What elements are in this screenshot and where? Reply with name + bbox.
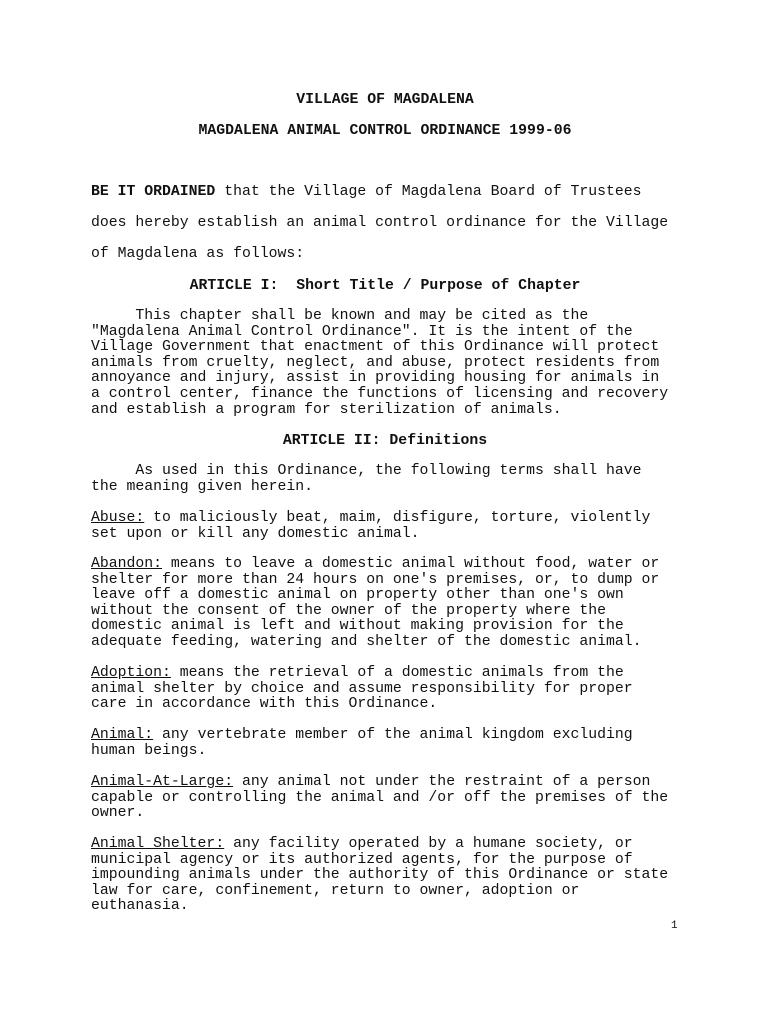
definition-text: leave off a domestic animal on property other than one's own [91, 587, 624, 604]
definition-text: any facility operated by a humane society, or [224, 836, 633, 852]
paragraph-line: and establish a program for sterilization of animals. [91, 401, 562, 418]
definition-term: Animal-At-Large: [91, 774, 234, 790]
article-1-body [91, 309, 668, 418]
definition-item [91, 557, 659, 651]
definition-item [91, 775, 668, 822]
definition-text: adequate feeding, watering and shelter of the domestic animal. [91, 633, 642, 650]
paragraph-line: a control center, finance the functions of licensing and recovery [91, 385, 669, 402]
paragraph-line: the meaning given herein. [91, 478, 313, 495]
definition-text: means to leave a domestic animal without food, water or [162, 556, 660, 572]
definition-text: domestic animal is left and without making provision for the [91, 618, 624, 635]
preamble-lead: BE IT ORDAINED [91, 184, 216, 200]
paragraph-line: Village Government that enactment of this Ordinance will protect [91, 339, 660, 356]
definition-term: Abandon: [91, 556, 163, 572]
definition-term: Animal: [91, 727, 154, 743]
definition-text: care in accordance with this Ordinance. [91, 696, 438, 713]
definition-text: impounding animals under the authority of this Ordinance or state [91, 867, 669, 884]
article-2-heading: ARTICLE II: Definitions [282, 433, 488, 449]
paragraph-line: This chapter shall be known and may be cited as the [91, 308, 589, 324]
definition-item [91, 511, 650, 542]
preamble-line: that the Village of Magdalena Board of Trustees [215, 184, 642, 200]
definition-text: to maliciously beat, maim, disfigure, torture, violently [144, 510, 651, 526]
document-subtitle: MAGDALENA ANIMAL CONTROL ORDINANCE 1999-06 [198, 123, 572, 139]
definition-text: any vertebrate member of the animal kingdom excluding [153, 727, 633, 743]
definition-text: any animal not under the restraint of a person [233, 774, 651, 790]
article-1-heading: ARTICLE I: Short Title / Purpose of Chapter [189, 278, 581, 294]
definition-item [91, 728, 633, 759]
definition-text: euthanasia. [91, 898, 189, 915]
definition-term: Adoption: [91, 665, 171, 681]
definition-text: set upon or kill any domestic animal. [91, 525, 420, 542]
definition-text: without the consent of the owner of the property where the [91, 602, 607, 619]
paragraph-line: "Magdalena Animal Control Ordinance". It is the intent of the [91, 323, 633, 340]
preamble-line: does hereby establish an animal control ordinance for the Village [91, 215, 669, 231]
definition-text: means the retrieval of a domestic animals from the [170, 665, 624, 681]
paragraph-line: annoyance and injury, assist in providing housing for animals in [91, 370, 660, 387]
definition-text: shelter for more than 24 hours on one's premises, or, to dump or [91, 571, 660, 588]
definition-term: Animal Shelter: [91, 836, 225, 852]
definition-text: municipal agency or its authorized agents, for the purpose of [91, 851, 633, 868]
page-number: 1 [671, 920, 678, 932]
preamble [91, 177, 668, 270]
preamble-line: of Magdalena as follows: [91, 246, 305, 262]
definition-item [91, 666, 633, 713]
definition-text: capable or controlling the animal and /or off the premises of the [91, 789, 669, 806]
paragraph-line: As used in this Ordinance, the following terms shall have [91, 463, 642, 479]
definition-text: owner. [91, 805, 145, 822]
definition-text: law for care, confinement, return to owner, adoption or [91, 882, 580, 899]
definition-item [91, 837, 668, 915]
document-title: VILLAGE OF MAGDALENA [296, 92, 474, 108]
definition-term: Abuse: [91, 510, 145, 526]
paragraph-line: animals from cruelty, neglect, and abuse, protect residents from [91, 354, 660, 371]
definition-text: animal shelter by choice and assume responsibility for proper [91, 680, 633, 697]
definition-text: human beings. [91, 742, 207, 759]
article-2-intro [91, 464, 642, 495]
